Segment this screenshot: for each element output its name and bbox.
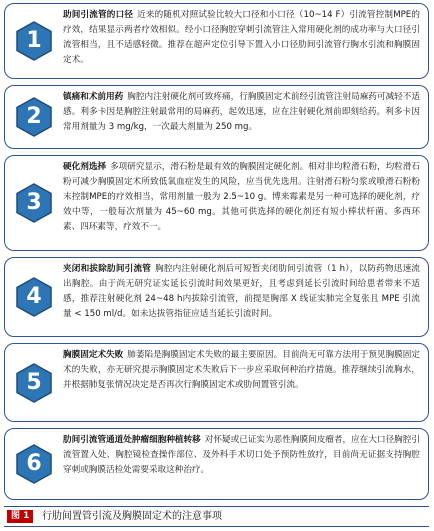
step-body: 胸腔内注射硬化剂后可短暂夹闭肋间引流管（1 h），以防药物迅速流出胸腔。由于尚无研究证实延长引流时间效果更好，且考虑到延长引流时间给患者带来不适感，推荐注射硬化剂 24~48 h内拔除引流管，前提是胸部 X 线证实肺完全复张且 MPE 引流量 < 150 ml/d。如未达拔管指征应适当延长引流时间。 xyxy=(63,264,420,320)
step-body: 对怀疑或已证实为恶性胸膜间皮瘤者，应在大口径胸腔引流管置入处、胸腔镜检查操作部位、及外科手术切口处予预防性放疗，目前尚无证据支持胸腔穿刺或胸膜活检处需要采取这种治疗。 xyxy=(63,435,420,476)
step-card-1 xyxy=(4,3,429,79)
step-text xyxy=(63,160,420,235)
step-body: 胸腔内注射硬化剂可致疼痛，行胸膜固定术前经引流管注射局麻药可减轻不适感。利多卡因是胸腔注射最常用的局麻药，起效迅速，应在注射硬化剂前即刻给药。利多卡因常用剂量为 3 mg/kg，一次最大剂量为 250 mg。 xyxy=(63,92,420,133)
step-badge-2 xyxy=(14,97,54,137)
step-heading: 夹闭和拔除肋间引流管 xyxy=(63,264,152,274)
step-badge-1 xyxy=(14,21,54,61)
step-badge-6 xyxy=(14,444,54,484)
step-heading: 镇痛和术前用药 xyxy=(63,92,124,102)
step-text xyxy=(63,348,420,393)
figure-title: 行肋间置管引流及胸膜固定术的注意事项 xyxy=(42,511,222,522)
step-number: 3 xyxy=(26,190,42,215)
step-badge-5 xyxy=(14,363,54,403)
step-card-2 xyxy=(4,85,429,149)
step-heading: 肋间引流管通道处肿瘤细胞种植转移 xyxy=(63,435,201,445)
step-badge-3 xyxy=(14,183,54,223)
step-heading: 硬化剂选择 xyxy=(63,162,107,172)
step-text xyxy=(63,433,420,478)
step-number: 1 xyxy=(26,28,42,53)
step-body: 肺萎陷是胸膜固定术失败的最主要原因。目前尚无可靠方法用于预见胸膜固定术的失败，亦无研究提示胸膜固定术失败后下一步应采取何种治疗措施。推荐继续引流胸水，并根据肺复张情况决定是否再次行胸膜固定术或肋间置管引流。 xyxy=(63,350,420,391)
step-card-6 xyxy=(4,428,429,500)
step-number: 6 xyxy=(26,451,42,476)
figure-tag: 图 1 xyxy=(7,510,33,523)
step-body: 多项研究显示，滑石粉是最有效的胸膜固定硬化剂。相对非均粒滑石粉，均粒滑石粉可减少胸膜固定术所致低氧血症发生的风险，应当优先选用。注射滑石粉匀浆或喷滑石粉粉末控制MPE的疗效相当，常用剂量一般为 2.5~10 g。博来霉素是另一种可选择的硬化剂，疗效中等，一般每次剂量为 45~60 mg。其他可供选择的硬化剂还有短小棒状杆菌、多西环素、四环素等，疗效不一。 xyxy=(63,162,420,233)
step-heading: 胸膜固定术失败 xyxy=(63,350,124,360)
step-card-3 xyxy=(4,155,429,251)
step-text xyxy=(63,262,420,322)
step-number: 4 xyxy=(26,284,42,309)
step-heading: 助间引流管的口径 xyxy=(63,10,134,20)
step-text xyxy=(63,90,420,135)
step-number: 2 xyxy=(26,104,42,129)
step-number: 5 xyxy=(26,369,42,395)
step-badge-4 xyxy=(14,277,54,317)
step-body: 近来的随机对照试验比较大口径和小口径（10~14 F）引流管控制MPE的疗效，结果显示两者疗效相似。经小口径胸腔穿刺引流管注入常用硬化剂的成功率与大口径引流管相当，且不适感轻微。推荐在超声定位引导下置入小口径肋间引流管行胸水引流和胸膜固定术。 xyxy=(63,10,420,66)
step-card-4 xyxy=(4,257,429,337)
step-text xyxy=(63,8,420,68)
step-card-5 xyxy=(4,343,429,422)
figure-caption xyxy=(4,506,429,527)
